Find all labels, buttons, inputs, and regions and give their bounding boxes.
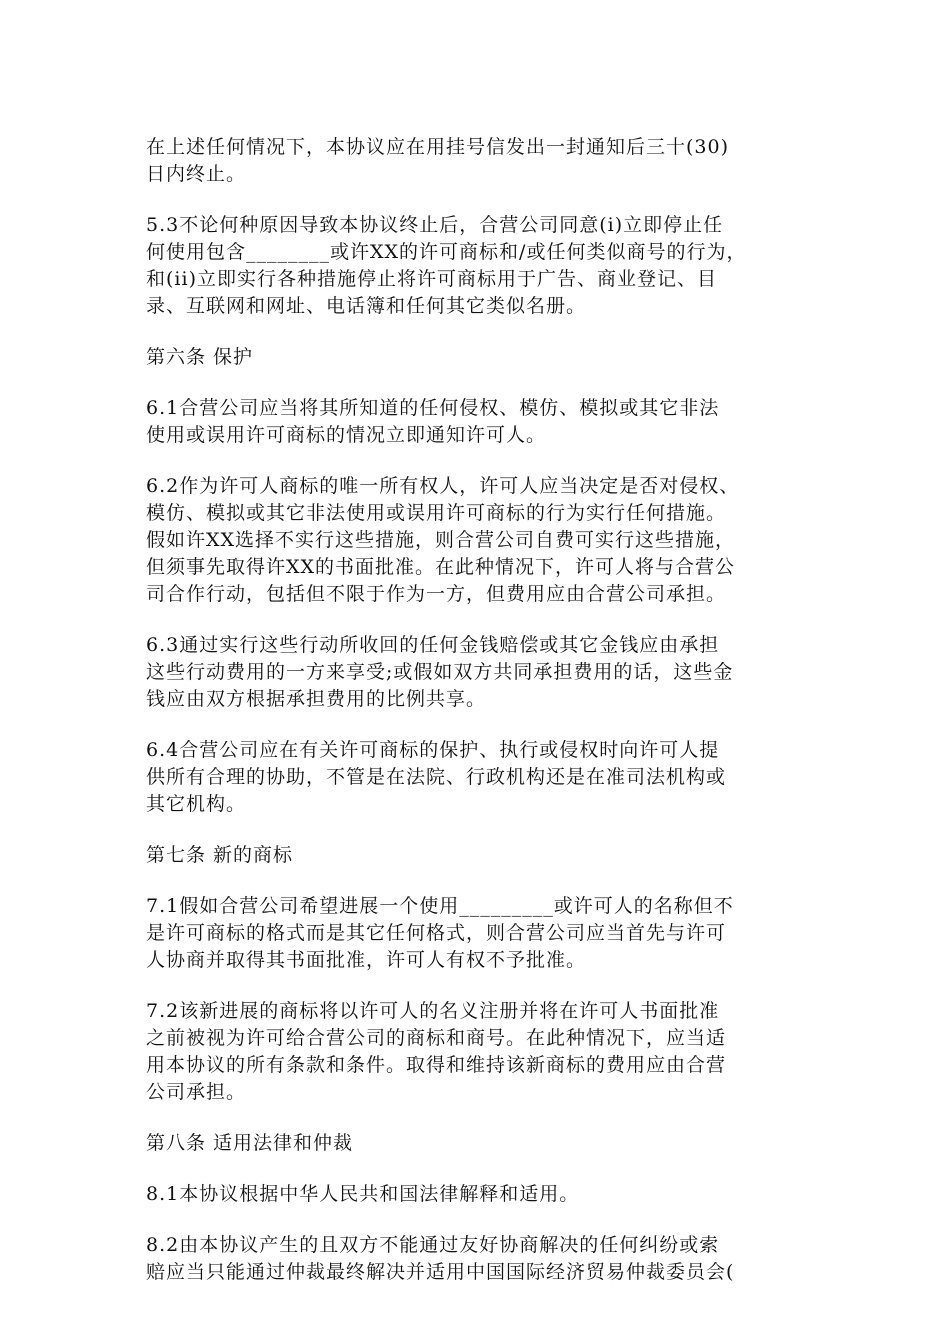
text-line: 6.2作为许可人商标的唯一所有权人，许可人应当决定是否对侵权、 (146, 475, 740, 497)
text-line: 赔应当只能通过仲裁最终解决并适用中国国际经济贸易仲裁委员会( (146, 1261, 735, 1283)
paragraph-6-2 (146, 473, 810, 608)
section-heading-article-8 (146, 1130, 810, 1157)
text-line: 模仿、模拟或其它非法使用或误用许可商标的行为实行任何措施。 (146, 502, 727, 524)
text-line: 6.1合营公司应当将其所知道的任何侵权、模仿、模拟或其它非法 (146, 397, 720, 419)
section-heading-article-7 (146, 842, 810, 869)
text-line: 公司承担。 (146, 1081, 247, 1103)
text-line: 人协商并取得其书面批准，许可人有权不予批准。 (146, 949, 587, 971)
paragraph-6-1 (146, 395, 810, 449)
text-line: 司合作行动，包括但不限于作为一方，但费用应由合营公司承担。 (146, 583, 727, 605)
text-line: 5.3不论何种原因导致本协议终止后，合营公司同意(i)立即停止任 (146, 214, 724, 236)
text-line: 和(ii)立即实行各种措施停止将许可商标用于广告、商业登记、目 (146, 268, 717, 290)
heading-text: 第七条 新的商标 (146, 844, 294, 866)
text-line: 其它机构。 (146, 793, 247, 815)
heading-text: 第六条 保护 (146, 346, 254, 368)
text-line: 何使用包含________或许XX的许可商标和/或任何类似商号的行为， (146, 241, 747, 263)
text-line: 但须事先取得许XX的书面批准。在此种情况下，许可人将与合营公 (146, 556, 736, 578)
text-line: 这些行动费用的一方来享受;或假如双方共同承担费用的话，这些金 (146, 661, 734, 683)
text-line: 日内终止。 (146, 163, 247, 185)
text-line: 8.2由本协议产生的且双方不能通过友好协商解决的任何纠纷或索 (146, 1234, 720, 1256)
text-line: 录、互联网和网址、电话簿和任何其它类似名册。 (146, 295, 587, 317)
text-line: 用本协议的所有条款和条件。取得和维持该新商标的费用应由合营 (146, 1054, 727, 1076)
text-line: 假如许XX选择不实行这些措施，则合营公司自费可实行这些措施， (146, 529, 736, 551)
paragraph-8-1 (146, 1181, 810, 1208)
paragraph-6-3 (146, 632, 810, 713)
text-line: 供所有合理的协助，不管是在法院、行政机构还是在准司法机构或 (146, 766, 727, 788)
section-heading-article-6 (146, 344, 810, 371)
text-line: 7.2该新进展的商标将以许可人的名义注册并将在许可人书面批准 (146, 1000, 720, 1022)
paragraph-5-3 (146, 212, 810, 320)
text-line: 之前被视为许可给合营公司的商标和商号。在此种情况下，应当适 (146, 1027, 727, 1049)
paragraph-7-1 (146, 893, 810, 974)
heading-text: 第八条 适用法律和仲裁 (146, 1132, 354, 1154)
text-line: 6.3通过实行这些行动所收回的任何金钱赔偿或其它金钱应由承担 (146, 634, 720, 656)
paragraph-8-2 (146, 1232, 810, 1286)
paragraph-6-4 (146, 737, 810, 818)
text-line: 6.4合营公司应在有关许可商标的保护、执行或侵权时向许可人提 (146, 739, 720, 761)
text-line: 是许可商标的格式而是其它任何格式，则合营公司应当首先与许可 (146, 922, 727, 944)
text-line: 8.1本协议根据中华人民共和国法律解释和适用。 (146, 1183, 580, 1205)
text-line: 在上述任何情况下，本协议应在用挂号信发出一封通知后三十(30) (146, 136, 730, 158)
text-line: 钱应由双方根据承担费用的比例共享。 (146, 688, 487, 710)
text-line: 7.1假如合营公司希望进展一个使用_________或许可人的名称但不 (146, 895, 734, 917)
paragraph (146, 134, 810, 188)
paragraph-7-2 (146, 998, 810, 1106)
text-line: 使用或误用许可商标的情况立即通知许可人。 (146, 424, 547, 446)
